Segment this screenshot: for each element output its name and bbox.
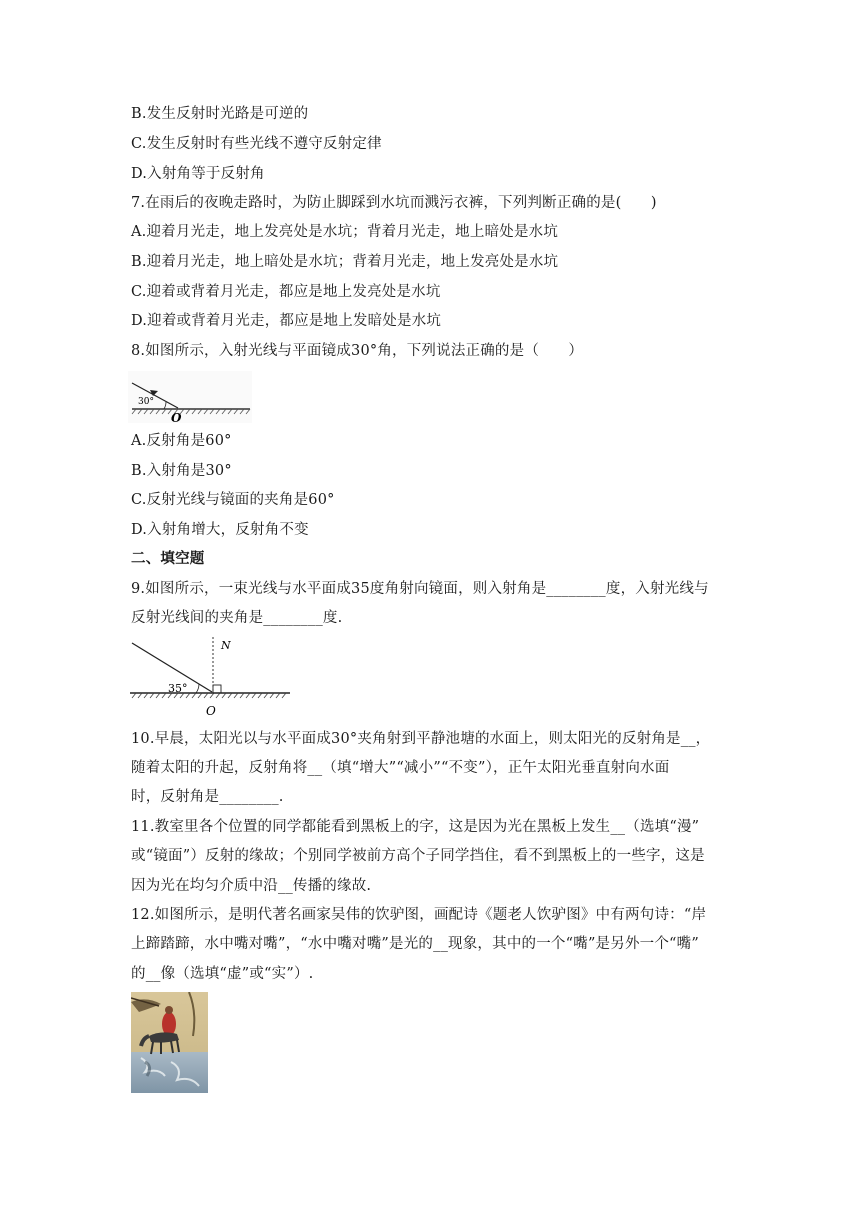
q6-option-c: C.发生反射时有些光线不遵守反射定律 (131, 136, 382, 152)
q7-stem: 7.在雨后的夜晚走路时，为防止脚踩到水坑而溅污衣裤，下列判断正确的是( ) (131, 195, 657, 211)
q11-line-3: 因为光在均匀介质中沿__传播的缘故. (131, 878, 372, 894)
q8-option-a: A.反射角是60° (131, 433, 232, 449)
q7-option-a: A.迎着月光走，地上发亮处是水坑；背着月光走，地上暗处是水坑 (131, 224, 559, 240)
q8-point-label: O (171, 411, 182, 423)
q6-option-d: D.入射角等于反射角 (131, 166, 265, 182)
q8-stem: 8.如图所示，入射光线与平面镜成30°角，下列说法正确的是（ ） (131, 343, 584, 359)
q8-option-c: C.反射光线与镜面的夹角是60° (131, 492, 335, 508)
q9-point-label: O (206, 704, 216, 718)
q11-line-2: 或“镜面”）反射的缘故；个别同学被前方高个子同学挡住，看不到黑板上的一些字，这是 (131, 848, 705, 864)
q8-angle-label: 30° (138, 397, 154, 407)
q7-option-c: C.迎着或背着月光走，都应是地上发亮处是水坑 (131, 284, 441, 300)
q8-option-b: B.入射角是30° (131, 463, 232, 479)
q11-line-1: 11.教室里各个位置的同学都能看到黑板上的字，这是因为光在黑板上发生__（选填“漫” (131, 819, 700, 835)
q10-line-3: 时，反射角是________. (131, 789, 284, 805)
q9-angle-label: 35° (168, 682, 188, 695)
donkey-painting-image (131, 992, 208, 1093)
q9-normal-label: N (221, 639, 231, 652)
section-title: 二、填空题 (131, 551, 205, 567)
right-angle-mark (213, 685, 221, 693)
q9-mirror-diagram (128, 635, 292, 723)
q8-mirror-diagram (128, 371, 252, 423)
q12-line-1: 12.如图所示，是明代著名画家吴伟的饮驴图，画配诗《题老人饮驴图》中有两句诗：“岸 (131, 907, 707, 923)
q12-line-2: 上蹄踏蹄，水中嘴对嘴”，“水中嘴对嘴”是光的__现象，其中的一个“嘴”是另外一个“嘴” (131, 936, 699, 952)
q10-line-1: 10.早晨，太阳光以与水平面成30°夹角射到平静池塘的水面上，则太阳光的反射角是__， (131, 731, 711, 747)
q6-option-b: B.发生反射时光路是可逆的 (131, 106, 309, 122)
q9-line-2: 反射光线间的夹角是________度. (131, 610, 343, 626)
q8-option-d: D.入射角增大，反射角不变 (131, 522, 309, 538)
q10-line-2: 随着太阳的升起，反射角将__（填“增大”“减小”“不变”），正午太阳光垂直射向水面 (131, 760, 670, 776)
q12-line-3: 的__像（选填“虚”或“实”）. (131, 966, 314, 982)
q9-line-1: 9.如图所示，一束光线与水平面成35度角射向镜面，则入射角是________度，入射光线与 (131, 581, 709, 597)
q7-option-b: B.迎着月光走，地上暗处是水坑；背着月光走，地上发亮处是水坑 (131, 254, 559, 270)
q7-option-d: D.迎着或背着月光走，都应是地上发暗处是水坑 (131, 313, 442, 329)
